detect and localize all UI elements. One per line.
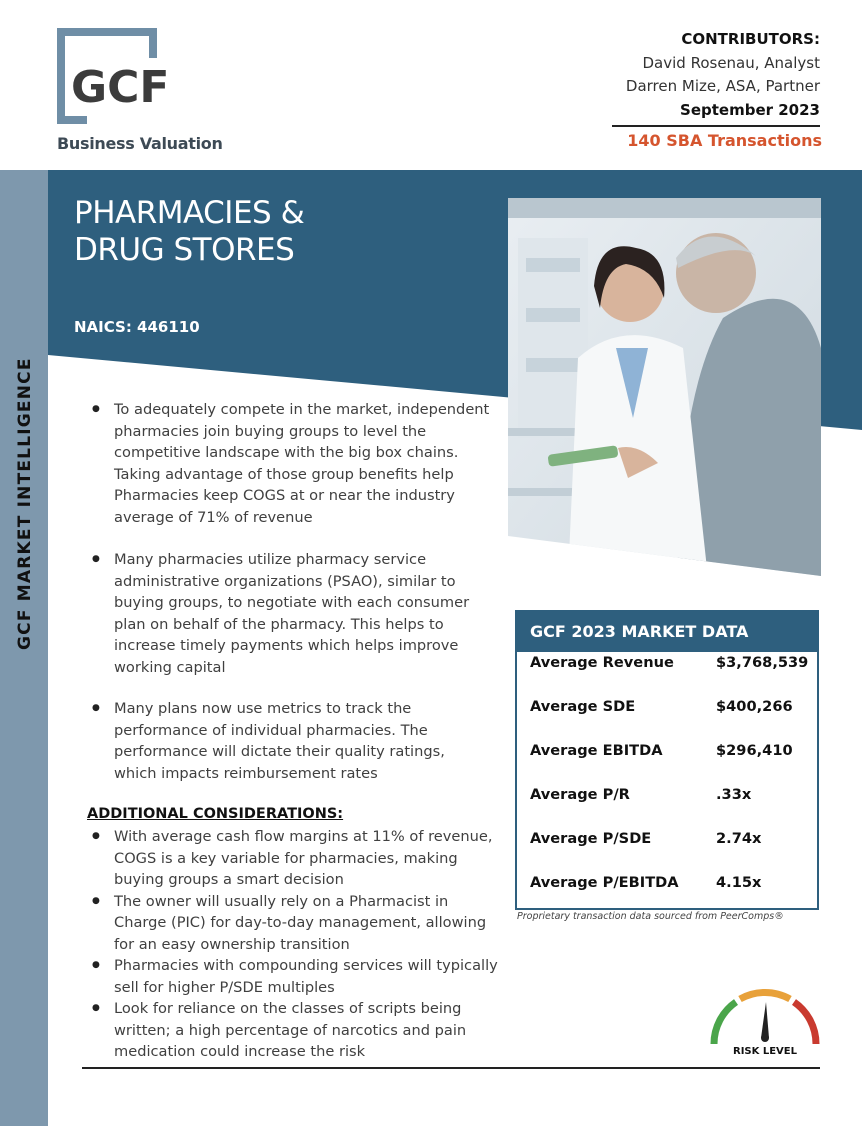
market-data-caption: Proprietary transaction data sourced from PeerComps® (517, 911, 784, 922)
metric-value: $400,266 (716, 698, 793, 715)
metric-label: Average P/EBITDA (530, 874, 679, 891)
metric-label: Average Revenue (530, 654, 674, 671)
metric-value: $3,768,539 (716, 654, 809, 671)
list-item: ● Many plans now use metrics to track the performance of individual pharmacies. The performance will dictate their quality ratings, which impacts reimbursement rates (92, 698, 492, 784)
report-date: September 2023 (680, 100, 820, 119)
contributors-divider (612, 125, 820, 127)
logo-wordmark: GCF (71, 62, 170, 113)
additional-considerations-heading: ADDITIONAL CONSIDERATIONS: (87, 806, 344, 822)
metric-label: Average SDE (530, 698, 636, 715)
transactions-count: 140 SBA Transactions (627, 131, 822, 150)
risk-level-label: RISK LEVEL (733, 1046, 797, 1057)
metric-label: Average P/R (530, 786, 630, 803)
pharmacist-photo (508, 198, 821, 578)
market-data-box (515, 610, 819, 910)
list-item: ● Many pharmacies utilize pharmacy service administrative organizations (PSAO), similar to buying groups, to negotiate with each consumer plan on behalf of the pharmacy. This helps to increase timely payments which helps improve working capital (92, 549, 492, 678)
metric-value: $296,410 (716, 742, 793, 759)
list-item: ● The owner will usually rely on a Pharmacist in Charge (PIC) for day-to-day management, allowing for an easy ownership transition (92, 891, 502, 956)
list-item: ● Look for reliance on the classes of scripts being written; a high percentage of narcotics and pain medication could increase the risk (92, 998, 502, 1063)
gcf-logo (57, 28, 222, 156)
list-item: ● To adequately compete in the market, independent pharmacies join buying groups to level the competitive landscape with the big box chains. Taking advantage of those group benefits help Pharmacies keep COGS at or near the industry average of 71% of revenue (92, 399, 492, 528)
risk-gauge-icon (706, 986, 824, 1058)
list-item: ● Pharmacies with compounding services will typically sell for higher P/SDE multiples (92, 955, 502, 998)
bullet-list (92, 399, 492, 528)
additional-considerations-list (92, 826, 502, 1063)
page-title (74, 195, 304, 269)
metric-label: Average EBITDA (530, 742, 663, 759)
bottom-divider (82, 1067, 820, 1069)
metric-value: 4.15x (716, 874, 762, 891)
bullet-list (92, 549, 492, 678)
metric-value: 2.74x (716, 830, 762, 847)
sidebar-label: GCF MARKET INTELLIGENCE (15, 357, 35, 650)
metric-label: Average P/SDE (530, 830, 652, 847)
market-data-heading: GCF 2023 MARKET DATA (517, 612, 817, 652)
contributors-block (626, 28, 820, 122)
contributors-heading: CONTRIBUTORS: (681, 30, 820, 48)
metric-value: .33x (716, 786, 752, 803)
bullet-list (92, 698, 492, 784)
logo-subtitle: Business Valuation (57, 134, 223, 153)
title-line: PHARMACIES & (74, 195, 305, 231)
contributor-name: David Rosenau, Analyst (642, 53, 820, 72)
naics-code: NAICS: 446110 (74, 318, 200, 336)
left-sidebar (0, 170, 48, 1126)
list-item: ● With average cash flow margins at 11% of revenue, COGS is a key variable for pharmacies, making buying groups a smart decision (92, 826, 502, 891)
title-line: DRUG STORES (74, 232, 295, 268)
contributor-name: Darren Mize, ASA, Partner (625, 77, 820, 95)
